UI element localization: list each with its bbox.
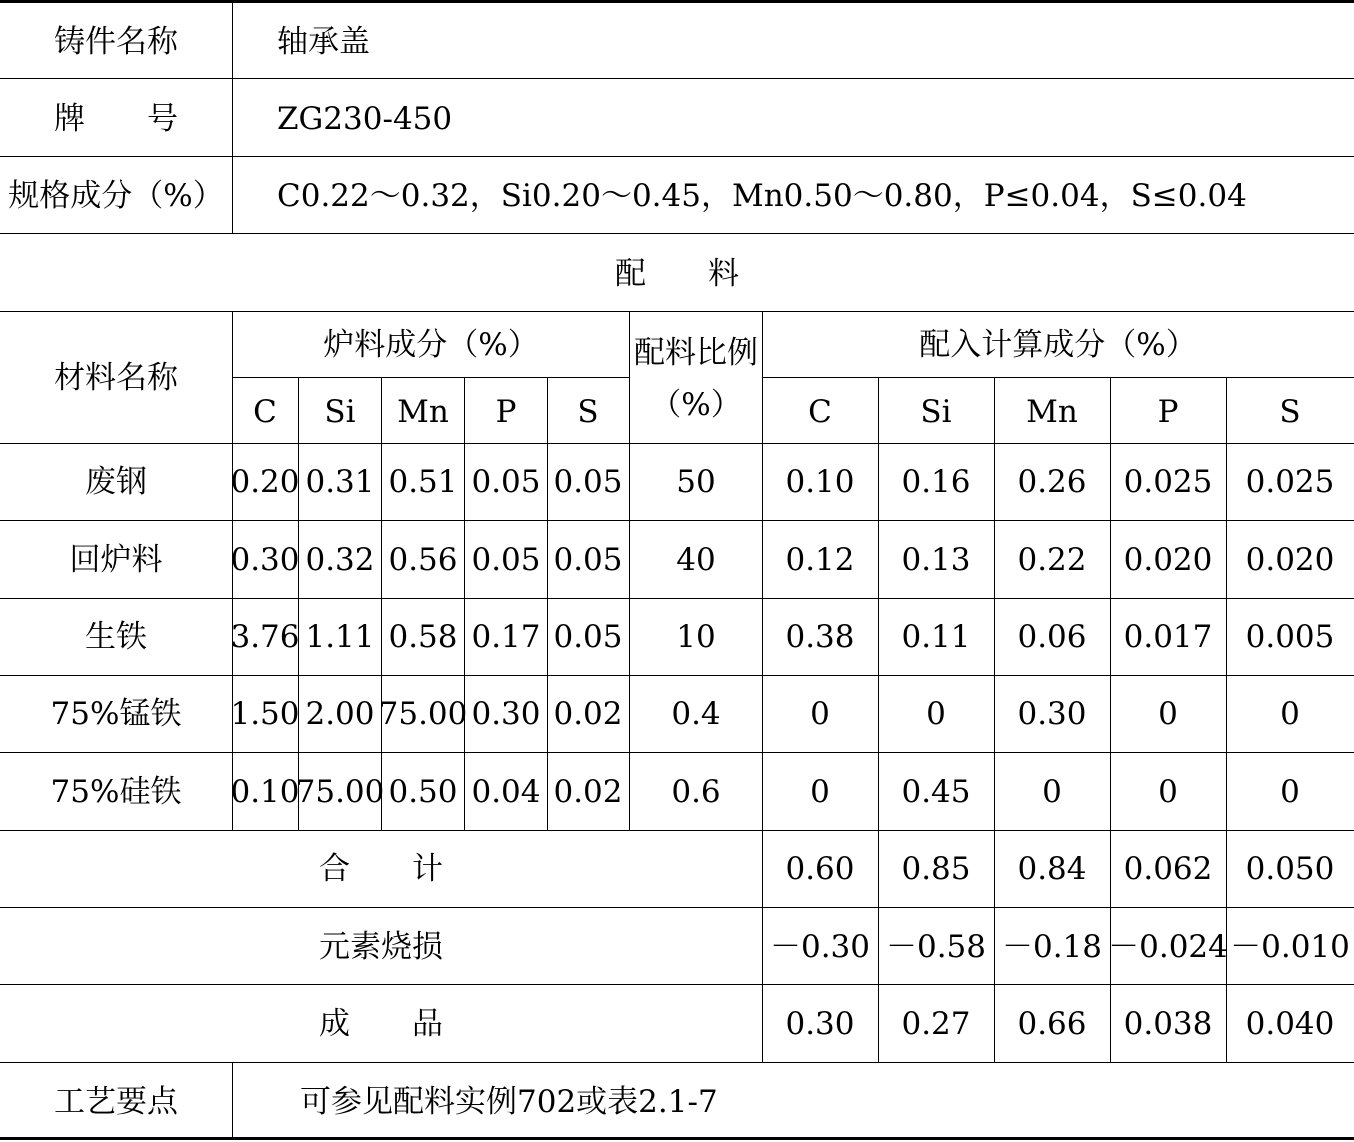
row-divider (0, 233, 1354, 234)
summary-value: 0.66 (1017, 1006, 1087, 1042)
column-divider (232, 1062, 233, 1138)
row-divider (0, 156, 1354, 157)
calc-value: 0.11 (901, 619, 971, 655)
table-bottom-border (0, 1137, 1354, 1140)
material-name: 废钢 (85, 464, 147, 500)
summary-value: 0.050 (1245, 851, 1335, 887)
charge-value: 0.30 (471, 696, 541, 732)
summary-label: 合 计 (319, 851, 443, 887)
summary-value: －0.30 (769, 929, 871, 965)
charge-value: 0.20 (230, 464, 300, 500)
charge-value: 0.30 (230, 542, 300, 578)
spec-composition-value: C0.22～0.32，Si0.20～0.45，Mn0.50～0.80，P≤0.04，S≤0.04 (277, 178, 1247, 214)
column-divider (464, 377, 465, 830)
calc-value: 0.12 (785, 542, 855, 578)
ratio-header-line2: （%） (650, 387, 742, 423)
charge-value: 0.56 (388, 542, 458, 578)
calc-value: 0.10 (785, 464, 855, 500)
column-divider (878, 377, 879, 1062)
row-divider (0, 78, 1354, 79)
process-label: 工艺要点 (54, 1084, 178, 1120)
charge-element-header: C (253, 394, 277, 430)
calc-value: 0 (1158, 774, 1178, 810)
calc-value: 0 (810, 696, 830, 732)
summary-label: 成 品 (319, 1006, 443, 1042)
row-divider (0, 1062, 1354, 1063)
column-divider (629, 311, 630, 830)
spec-composition-label: 规格成分（%） (8, 178, 224, 214)
calc-value: 0 (1280, 696, 1300, 732)
charge-value: 0.02 (553, 696, 623, 732)
summary-value: 0.30 (785, 1006, 855, 1042)
charge-value: 0.02 (553, 774, 623, 810)
column-divider (994, 377, 995, 1062)
calc-value: 0.45 (901, 774, 971, 810)
summary-label: 元素烧损 (319, 929, 443, 965)
charge-value: 75.00 (295, 774, 385, 810)
charge-value: 0.05 (553, 619, 623, 655)
charge-value: 0.58 (388, 619, 458, 655)
summary-value: 0.038 (1123, 1006, 1213, 1042)
calc-value: 0.06 (1017, 619, 1087, 655)
calc-value: 0 (1158, 696, 1178, 732)
charge-value: 0.51 (388, 464, 458, 500)
calc-value: 0.26 (1017, 464, 1087, 500)
column-divider (232, 0, 233, 233)
calc-value: 0.020 (1245, 542, 1335, 578)
calc-element-header: C (808, 394, 832, 430)
row-divider (0, 907, 1354, 908)
calc-value: 0 (926, 696, 946, 732)
summary-value: 0.040 (1245, 1006, 1335, 1042)
charge-element-header: S (577, 394, 599, 430)
calc-value: 0.005 (1245, 619, 1335, 655)
material-name: 75%硅铁 (50, 774, 182, 810)
calc-value: 0.22 (1017, 542, 1087, 578)
summary-value: 0.85 (901, 851, 971, 887)
calc-element-header: Mn (1026, 394, 1078, 430)
charge-value: 0.05 (471, 464, 541, 500)
summary-value: 0.60 (785, 851, 855, 887)
charge-composition-header: 炉料成分（%） (323, 327, 539, 363)
calc-element-header: P (1157, 394, 1179, 430)
charge-element-header: Mn (397, 394, 449, 430)
table-top-border (0, 0, 1354, 3)
calc-value: 0.025 (1123, 464, 1213, 500)
calc-element-header: S (1279, 394, 1301, 430)
charge-value: 3.76 (230, 619, 300, 655)
grade-label: 牌 号 (54, 101, 178, 137)
ratio-value: 50 (676, 464, 716, 500)
material-name: 回炉料 (69, 542, 163, 578)
charge-value: 0.05 (471, 542, 541, 578)
header-divider (232, 377, 630, 378)
charge-value: 2.00 (305, 696, 375, 732)
charge-value: 0.31 (305, 464, 375, 500)
grade-value: ZG230-450 (277, 101, 453, 137)
charge-value: 0.10 (230, 774, 300, 810)
casting-name-value: 轴承盖 (277, 24, 370, 60)
calc-element-header: Si (920, 394, 952, 430)
section-title: 配 料 (615, 256, 739, 292)
column-divider (298, 377, 299, 830)
row-divider (0, 520, 1354, 521)
column-divider (381, 377, 382, 830)
row-divider (0, 675, 1354, 676)
row-divider (0, 311, 1354, 312)
charge-value: 75.00 (378, 696, 468, 732)
process-value: 可参见配料实例702或表2.1-7 (300, 1084, 718, 1120)
summary-value: －0.010 (1230, 929, 1350, 965)
ratio-header-line1: 配料比例 (634, 335, 758, 371)
calc-value: 0 (810, 774, 830, 810)
summary-value: 0.062 (1123, 851, 1213, 887)
column-divider (762, 311, 763, 1062)
charge-value: 0.04 (471, 774, 541, 810)
charge-element-header: Si (324, 394, 356, 430)
ratio-value: 0.4 (671, 696, 721, 732)
summary-value: －0.58 (885, 929, 987, 965)
charge-value: 0.17 (471, 619, 541, 655)
charge-value: 0.05 (553, 542, 623, 578)
row-divider (0, 443, 1354, 444)
charge-value: 1.11 (305, 619, 375, 655)
charge-element-header: P (495, 394, 517, 430)
material-name: 75%锰铁 (50, 696, 182, 732)
summary-value: 0.27 (901, 1006, 971, 1042)
header-divider (762, 377, 1354, 378)
calc-value: 0.025 (1245, 464, 1335, 500)
summary-value: －0.18 (1001, 929, 1103, 965)
row-divider (0, 752, 1354, 753)
calc-value: 0.13 (901, 542, 971, 578)
charge-value: 0.32 (305, 542, 375, 578)
charge-value: 0.50 (388, 774, 458, 810)
ratio-value: 0.6 (671, 774, 721, 810)
row-divider (0, 830, 1354, 831)
calc-value: 0 (1042, 774, 1062, 810)
summary-value: 0.84 (1017, 851, 1087, 887)
calc-value: 0.16 (901, 464, 971, 500)
charge-value: 1.50 (230, 696, 300, 732)
row-divider (0, 598, 1354, 599)
row-divider (0, 984, 1354, 985)
casting-name-label: 铸件名称 (54, 24, 178, 60)
column-divider (547, 377, 548, 830)
material-name: 生铁 (85, 619, 147, 655)
calc-value: 0.30 (1017, 696, 1087, 732)
charge-value: 0.05 (553, 464, 623, 500)
calc-value: 0.017 (1123, 619, 1213, 655)
calc-composition-header: 配入计算成分（%） (919, 327, 1197, 363)
ratio-value: 10 (676, 619, 716, 655)
material-name-header: 材料名称 (54, 360, 178, 396)
calc-value: 0 (1280, 774, 1300, 810)
summary-value: －0.024 (1108, 929, 1228, 965)
calc-value: 0.38 (785, 619, 855, 655)
ratio-value: 40 (676, 542, 716, 578)
calc-value: 0.020 (1123, 542, 1213, 578)
